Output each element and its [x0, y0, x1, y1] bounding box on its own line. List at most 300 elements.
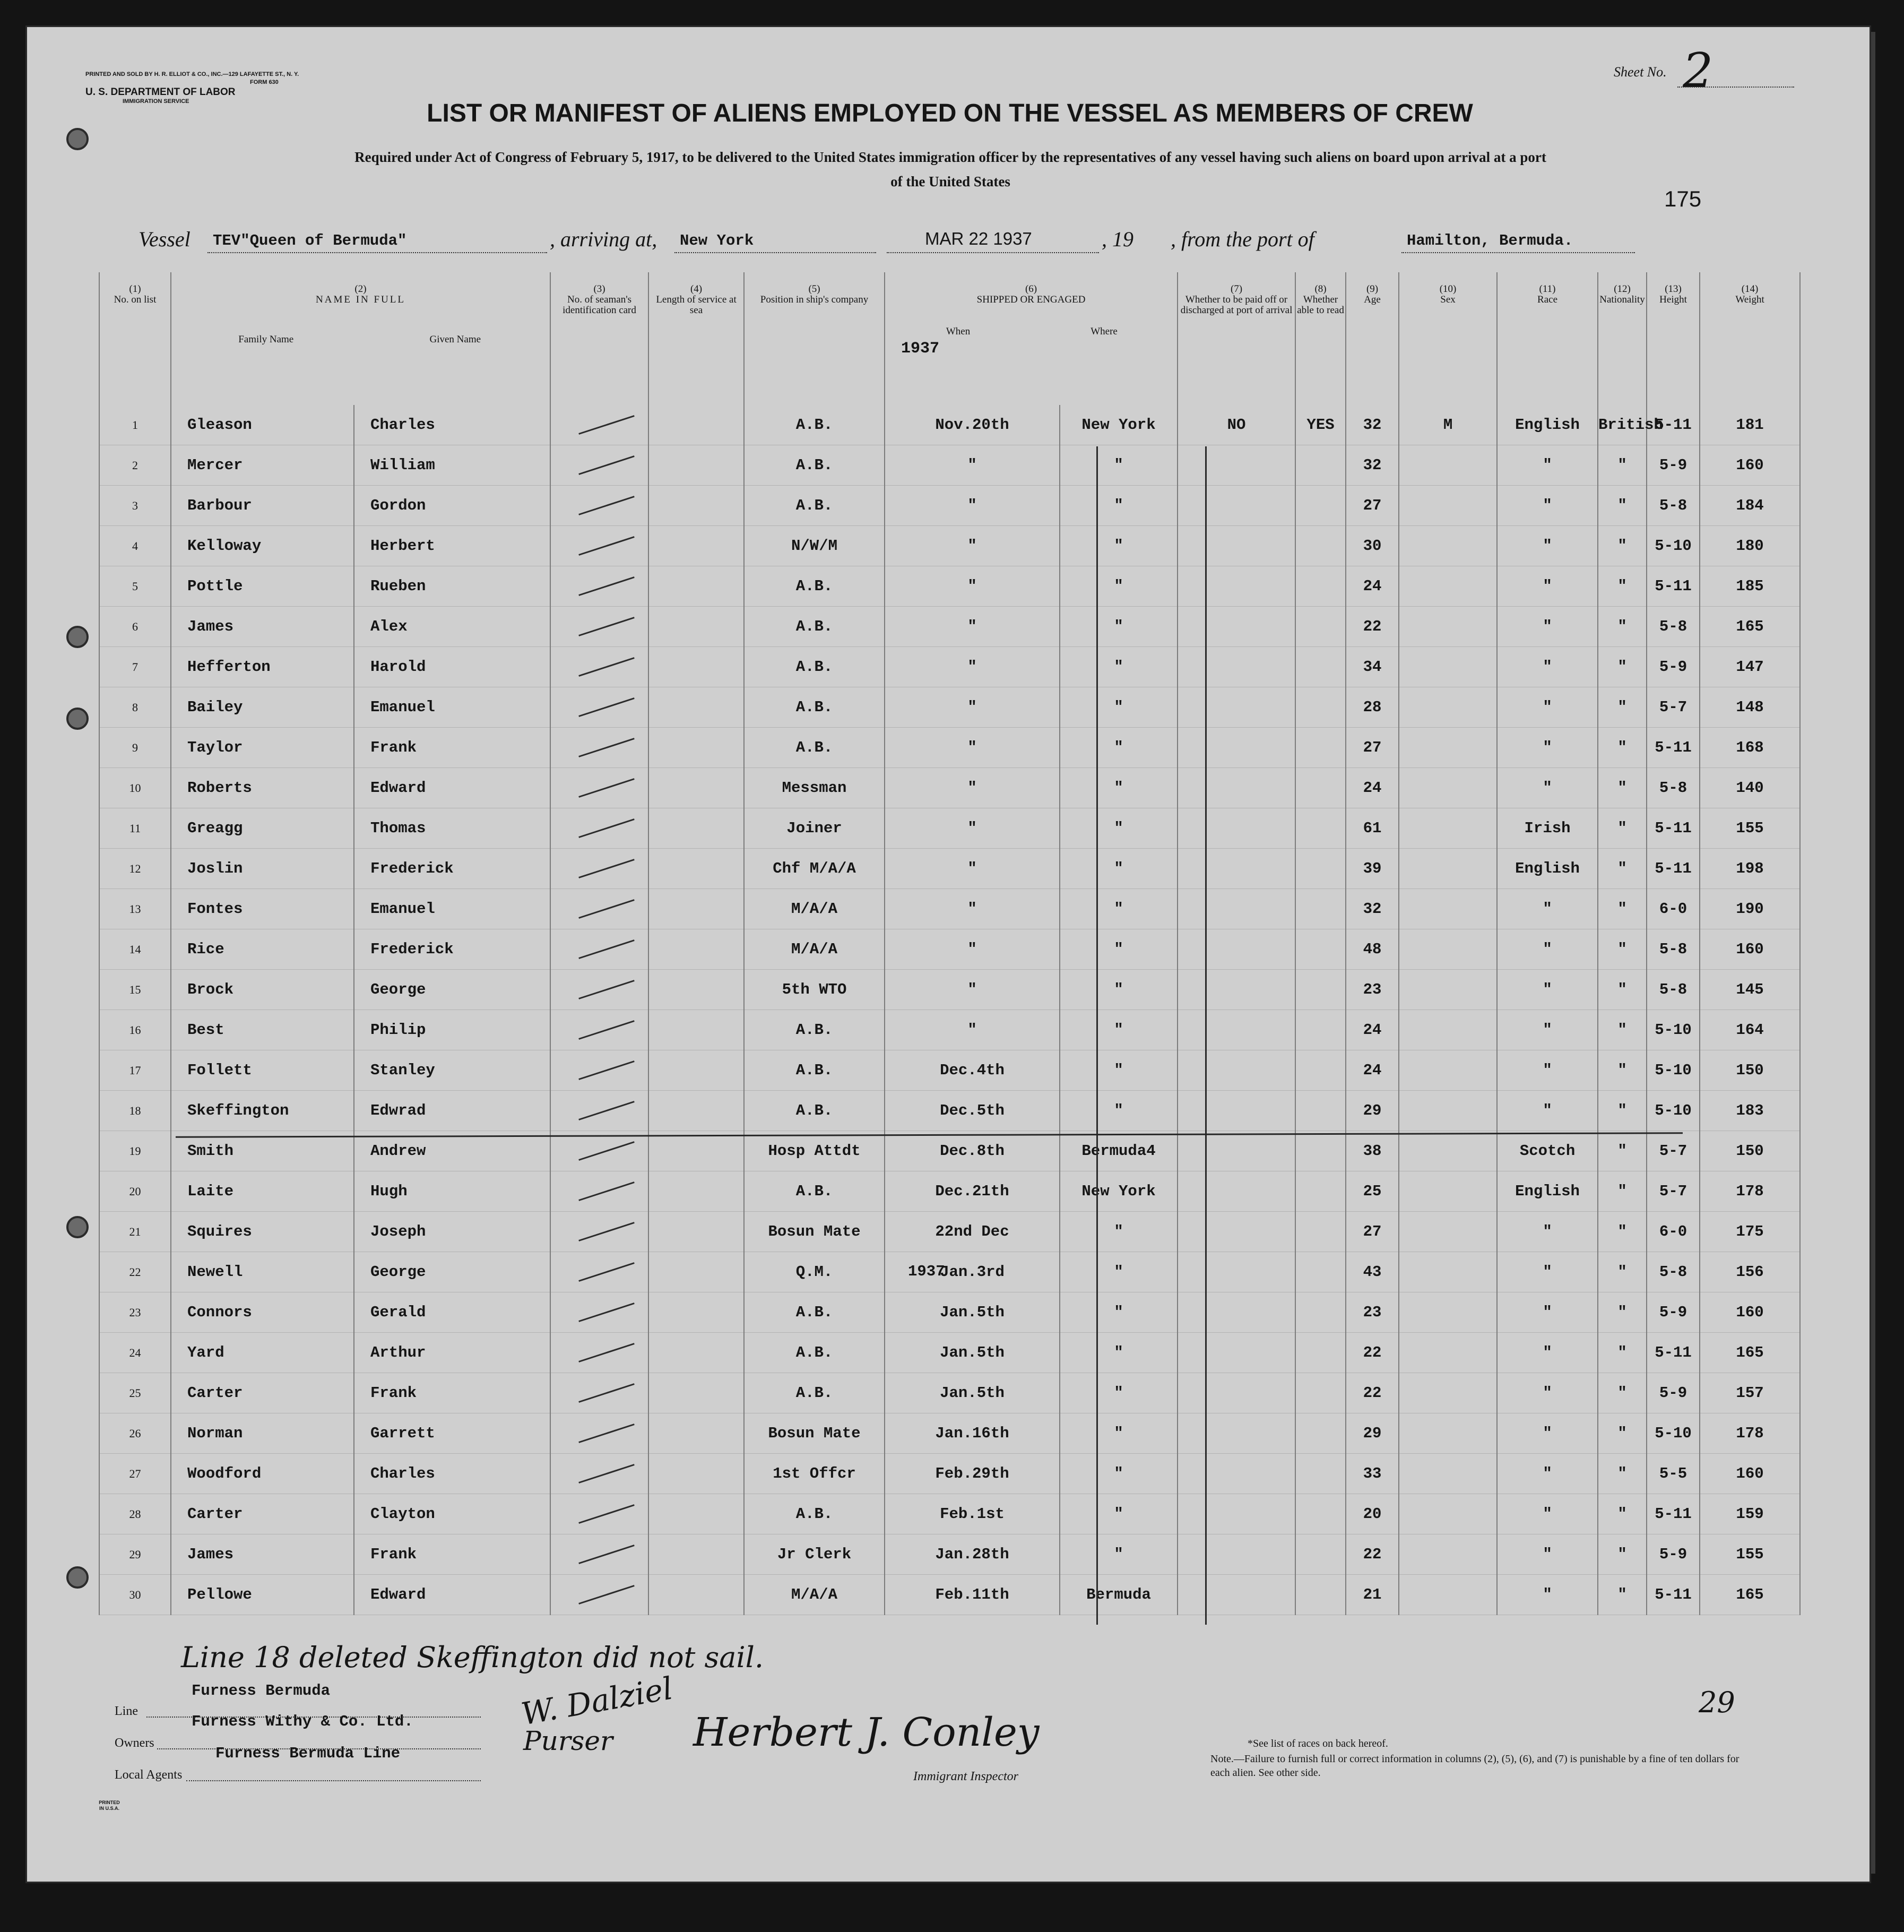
header-nationality: (12) Nationality: [1598, 272, 1647, 405]
position: A.B.: [744, 445, 885, 486]
shipped-when: Feb.29th: [885, 1454, 1060, 1494]
race: Irish: [1497, 808, 1598, 849]
shipped-when: ": [885, 566, 1060, 607]
family-name: Kelloway: [171, 526, 354, 566]
row-number: 28: [99, 1494, 171, 1534]
family-name: Norman: [171, 1413, 354, 1454]
shipped-when: Dec.8th: [885, 1131, 1060, 1171]
family-name: Greagg: [171, 808, 354, 849]
weight: 157: [1700, 1373, 1800, 1413]
family-name: Roberts: [171, 768, 354, 808]
id-card: [550, 970, 648, 1010]
inspector-label: Immigrant Inspector: [913, 1770, 1018, 1783]
id-card: [550, 1212, 648, 1252]
manifest-sheet: [25, 25, 1871, 1883]
header-age: (9) Age: [1346, 272, 1399, 405]
id-card-dash-mark: [578, 1101, 635, 1120]
height: 5-8: [1647, 768, 1700, 808]
service-length: [648, 1010, 744, 1050]
position: Q.M.: [744, 1252, 885, 1292]
position: A.B.: [744, 687, 885, 728]
crew-row: [99, 486, 1800, 526]
owners-value: Furness Withy & Co. Ltd.: [192, 1713, 413, 1730]
id-card: [550, 728, 648, 768]
able-to-read: [1295, 808, 1346, 849]
given-name: Charles: [354, 405, 550, 445]
shipped-when: ": [885, 607, 1060, 647]
weight: 190: [1700, 889, 1800, 929]
sex: [1399, 1454, 1497, 1494]
shipped-where: ": [1060, 687, 1178, 728]
position: Jr Clerk: [744, 1534, 885, 1575]
position: A.B.: [744, 1494, 885, 1534]
header-no-on-list: (1) No. on list: [99, 272, 171, 405]
age: 24: [1346, 566, 1399, 607]
id-card-dash-mark: [578, 1424, 635, 1443]
weight: 198: [1700, 849, 1800, 889]
nationality: ": [1598, 566, 1647, 607]
height: 5-9: [1647, 1373, 1700, 1413]
race: ": [1497, 566, 1598, 607]
paid-off: [1178, 808, 1295, 849]
crew-row: [99, 1171, 1800, 1212]
header-race: (11) Race: [1497, 272, 1598, 405]
height: 5-10: [1647, 1413, 1700, 1454]
shipped-where: ": [1060, 1534, 1178, 1575]
crew-row: [99, 566, 1800, 607]
able-to-read: [1295, 768, 1346, 808]
service-length: [648, 1252, 744, 1292]
able-to-read: [1295, 728, 1346, 768]
crew-row: [99, 687, 1800, 728]
given-name: Hugh: [354, 1171, 550, 1212]
shipped-where: ": [1060, 1212, 1178, 1252]
able-to-read: [1295, 445, 1346, 486]
shipped-where: ": [1060, 1494, 1178, 1534]
document-title: LIST OR MANIFEST OF ALIENS EMPLOYED ON THE VESSEL AS MEMBERS OF CREW: [427, 99, 1473, 127]
weight: 160: [1700, 1454, 1800, 1494]
position: A.B.: [744, 1333, 885, 1373]
crew-row: [99, 849, 1800, 889]
from-port-line: [1401, 252, 1635, 253]
binder-hole: [66, 626, 89, 648]
weight: 164: [1700, 1010, 1800, 1050]
row-number: 22: [99, 1252, 171, 1292]
shipped-when: ": [885, 526, 1060, 566]
sex: [1399, 1252, 1497, 1292]
vessel-name: TEV"Queen of Bermuda": [213, 232, 407, 249]
sex: [1399, 1494, 1497, 1534]
paid-off: [1178, 1292, 1295, 1333]
crew-row: [99, 1534, 1800, 1575]
document-subtitle-2: of the United States: [890, 174, 1010, 189]
age: 48: [1346, 929, 1399, 970]
position: Hosp Attdt: [744, 1131, 885, 1171]
race: ": [1497, 1373, 1598, 1413]
owners-label: Owners: [115, 1736, 154, 1750]
height: 5-10: [1647, 526, 1700, 566]
weight: 160: [1700, 929, 1800, 970]
binder-hole: [66, 1216, 89, 1238]
nationality: ": [1598, 808, 1647, 849]
family-name: Pellowe: [171, 1575, 354, 1615]
shipped-where: ": [1060, 970, 1178, 1010]
nationality: ": [1598, 1333, 1647, 1373]
height: 5-11: [1647, 1575, 1700, 1615]
service-length: [648, 970, 744, 1010]
id-card-dash-mark: [578, 1545, 635, 1564]
service-length: [648, 687, 744, 728]
shipped-when: Feb.11th: [885, 1575, 1060, 1615]
shipped-when: Jan.3rd: [885, 1252, 1060, 1292]
shipped-where: ": [1060, 1333, 1178, 1373]
nationality: ": [1598, 1212, 1647, 1252]
department-name: U. S. DEPARTMENT OF LABOR: [85, 87, 236, 98]
sex: [1399, 728, 1497, 768]
family-name: Pottle: [171, 566, 354, 607]
position: 5th WTO: [744, 970, 885, 1010]
paid-off: [1178, 607, 1295, 647]
able-to-read: [1295, 1292, 1346, 1333]
position: A.B.: [744, 1171, 885, 1212]
id-card: [550, 1413, 648, 1454]
line-label: Line: [115, 1704, 138, 1718]
age: 28: [1346, 687, 1399, 728]
service-length: [648, 1292, 744, 1333]
age: 25: [1346, 1171, 1399, 1212]
row-number: 2: [99, 445, 171, 486]
id-card: [550, 889, 648, 929]
service-length: [648, 486, 744, 526]
height: 5-9: [1647, 647, 1700, 687]
paid-off: [1178, 768, 1295, 808]
header-id-card: (3) No. of seaman's identification card: [550, 272, 648, 405]
paid-off: [1178, 1010, 1295, 1050]
sex: [1399, 1212, 1497, 1252]
id-card-dash-mark: [578, 818, 635, 838]
able-to-read: [1295, 486, 1346, 526]
paid-off: [1178, 566, 1295, 607]
family-name: Barbour: [171, 486, 354, 526]
crew-row: [99, 1212, 1800, 1252]
id-card: [550, 1454, 648, 1494]
sex: [1399, 445, 1497, 486]
paid-off: [1178, 1575, 1295, 1615]
nationality: ": [1598, 1292, 1647, 1333]
service-length: [648, 1373, 744, 1413]
able-to-read: [1295, 1091, 1346, 1131]
service-length: [648, 1575, 744, 1615]
page-stack-edge: [1871, 32, 1875, 1874]
header-height: (13) Height: [1647, 272, 1700, 405]
weight: 147: [1700, 647, 1800, 687]
height: 5-11: [1647, 1333, 1700, 1373]
position: M/A/A: [744, 929, 885, 970]
id-card-dash-mark: [578, 939, 635, 959]
position: A.B.: [744, 1373, 885, 1413]
height: 5-11: [1647, 808, 1700, 849]
service-length: [648, 445, 744, 486]
family-name: Yard: [171, 1333, 354, 1373]
id-card: [550, 929, 648, 970]
family-name: Brock: [171, 970, 354, 1010]
race: English: [1497, 849, 1598, 889]
header-name-in-full: (2) NAME IN FULL Family Name Given Name: [171, 272, 550, 405]
position: Messman: [744, 768, 885, 808]
race: ": [1497, 687, 1598, 728]
nationality: ": [1598, 970, 1647, 1010]
service-length: [648, 849, 744, 889]
sex: [1399, 1010, 1497, 1050]
paid-off: [1178, 970, 1295, 1010]
row-number: 4: [99, 526, 171, 566]
nationality: ": [1598, 1575, 1647, 1615]
able-to-read: [1295, 849, 1346, 889]
family-name: Squires: [171, 1212, 354, 1252]
row-number: 24: [99, 1333, 171, 1373]
date-line: [887, 252, 1099, 253]
age: 24: [1346, 1010, 1399, 1050]
position: M/A/A: [744, 889, 885, 929]
able-to-read: [1295, 1131, 1346, 1171]
id-card-dash-mark: [578, 496, 635, 515]
position: 1st Offcr: [744, 1454, 885, 1494]
family-name: Woodford: [171, 1454, 354, 1494]
weight: 180: [1700, 526, 1800, 566]
race: ": [1497, 445, 1598, 486]
id-card-dash-mark: [578, 859, 635, 878]
height: 5-8: [1647, 1252, 1700, 1292]
age: 30: [1346, 526, 1399, 566]
height: 5-11: [1647, 849, 1700, 889]
sex: [1399, 687, 1497, 728]
sex: [1399, 1171, 1497, 1212]
service-length: [648, 1171, 744, 1212]
row-number: 23: [99, 1292, 171, 1333]
id-card-dash-mark: [578, 1020, 635, 1040]
age: 29: [1346, 1091, 1399, 1131]
height: 5-8: [1647, 607, 1700, 647]
paid-off: [1178, 486, 1295, 526]
id-card-dash-mark: [578, 576, 635, 596]
age: 61: [1346, 808, 1399, 849]
sex: [1399, 1373, 1497, 1413]
race: ": [1497, 1212, 1598, 1252]
family-name: Joslin: [171, 849, 354, 889]
service-length: [648, 889, 744, 929]
printed-in-mark: PRINTED IN U.S.A.: [99, 1800, 120, 1811]
shipped-when: ": [885, 768, 1060, 808]
weight: 175: [1700, 1212, 1800, 1252]
line-value: Furness Bermuda: [192, 1682, 331, 1700]
header-given-name: Given Name: [429, 334, 481, 345]
id-card: [550, 849, 648, 889]
able-to-read: [1295, 1212, 1346, 1252]
id-card-dash-mark: [578, 536, 635, 556]
purser-title: Purser: [523, 1726, 613, 1756]
row-number: 29: [99, 1534, 171, 1575]
service-length: [648, 647, 744, 687]
family-name: James: [171, 1534, 354, 1575]
given-name: Frank: [354, 1534, 550, 1575]
document-subtitle: Required under Act of Congress of February 5, 1917, to be delivered to the United States immigration officer by the representatives of any vessel having such aliens on board upon arrival at a port: [354, 149, 1546, 165]
sex: [1399, 1091, 1497, 1131]
race: ": [1497, 1534, 1598, 1575]
age: 27: [1346, 728, 1399, 768]
shipped-where: ": [1060, 1292, 1178, 1333]
weight: 181: [1700, 405, 1800, 445]
age: 32: [1346, 405, 1399, 445]
able-to-read: [1295, 1333, 1346, 1373]
row-number: 27: [99, 1454, 171, 1494]
paid-off: [1178, 849, 1295, 889]
shipped-where: ": [1060, 1050, 1178, 1091]
service-length: [648, 929, 744, 970]
crew-row: [99, 1333, 1800, 1373]
sheet-number-line: [1677, 87, 1794, 88]
height: 5-9: [1647, 445, 1700, 486]
nationality: ": [1598, 1534, 1647, 1575]
agents-underline: [186, 1780, 481, 1781]
page-number: 175: [1664, 186, 1702, 211]
nationality: ": [1598, 526, 1647, 566]
paid-off: [1178, 1413, 1295, 1454]
able-to-read: [1295, 1252, 1346, 1292]
id-card: [550, 607, 648, 647]
id-card-dash-mark: [578, 778, 635, 798]
age: 22: [1346, 607, 1399, 647]
age: 22: [1346, 1333, 1399, 1373]
height: 5-9: [1647, 1292, 1700, 1333]
weight: 184: [1700, 486, 1800, 526]
id-card: [550, 1373, 648, 1413]
age: 21: [1346, 1575, 1399, 1615]
shipped-when: ": [885, 1010, 1060, 1050]
nationality: ": [1598, 1010, 1647, 1050]
service-length: [648, 566, 744, 607]
agents-label: Local Agents: [115, 1768, 183, 1782]
family-name: Bailey: [171, 687, 354, 728]
vessel-label: Vessel: [139, 227, 191, 251]
given-name: Edward: [354, 1575, 550, 1615]
family-name: Hefferton: [171, 647, 354, 687]
family-name: Best: [171, 1010, 354, 1050]
arriving-label: , arriving at,: [550, 227, 657, 251]
binder-hole: [66, 128, 89, 150]
position: A.B.: [744, 566, 885, 607]
id-card-dash-mark: [578, 1504, 635, 1524]
able-to-read: [1295, 889, 1346, 929]
shipped-where: ": [1060, 607, 1178, 647]
row-number: 25: [99, 1373, 171, 1413]
age: 34: [1346, 647, 1399, 687]
given-name: Gerald: [354, 1292, 550, 1333]
from-port-label: , from the port of: [1171, 227, 1314, 251]
shipped-where: ": [1060, 1373, 1178, 1413]
form-number: FORM 630: [250, 79, 279, 85]
from-port: Hamilton, Bermuda.: [1407, 232, 1573, 249]
id-card: [550, 1333, 648, 1373]
position: A.B.: [744, 1050, 885, 1091]
position: A.B.: [744, 1091, 885, 1131]
crew-row: [99, 889, 1800, 929]
printer-line: PRINTED AND SOLD BY H. R. ELLIOT & CO., INC.—129 LAFAYETTE ST., N. Y.: [85, 71, 299, 77]
race: ": [1497, 1494, 1598, 1534]
paid-off: [1178, 1252, 1295, 1292]
shipped-where: Bermuda4: [1060, 1131, 1178, 1171]
sex: [1399, 768, 1497, 808]
paid-off: [1178, 1333, 1295, 1373]
shipped-when: ": [885, 970, 1060, 1010]
weight: 178: [1700, 1413, 1800, 1454]
row-number: 11: [99, 808, 171, 849]
shipped-when: Dec.21th: [885, 1171, 1060, 1212]
header-where: Where: [1091, 326, 1118, 337]
id-card-dash-mark: [578, 455, 635, 475]
able-to-read: [1295, 1171, 1346, 1212]
sex: [1399, 1413, 1497, 1454]
year-1937-note: 1937: [901, 340, 940, 358]
position: Bosun Mate: [744, 1413, 885, 1454]
sex: [1399, 849, 1497, 889]
race: ": [1497, 768, 1598, 808]
weight: 156: [1700, 1252, 1800, 1292]
shipped-when: ": [885, 889, 1060, 929]
crew-row: [99, 1292, 1800, 1333]
shipped-where: ": [1060, 849, 1178, 889]
crew-row: [99, 445, 1800, 486]
weight: 150: [1700, 1050, 1800, 1091]
shipped-when: ": [885, 687, 1060, 728]
service-length: [648, 1131, 744, 1171]
age: 23: [1346, 1292, 1399, 1333]
shipped-where: ": [1060, 1010, 1178, 1050]
row-number: 20: [99, 1171, 171, 1212]
shipped-when: ": [885, 929, 1060, 970]
crew-row: [99, 929, 1800, 970]
age: 23: [1346, 970, 1399, 1010]
family-name: Mercer: [171, 445, 354, 486]
nationality: ": [1598, 889, 1647, 929]
race: ": [1497, 728, 1598, 768]
family-name: Carter: [171, 1494, 354, 1534]
race: ": [1497, 970, 1598, 1010]
row-number: 8: [99, 687, 171, 728]
shipped-when: Jan.5th: [885, 1333, 1060, 1373]
crew-row: [99, 1413, 1800, 1454]
crew-row: [99, 1373, 1800, 1413]
service-length: [648, 1534, 744, 1575]
shipped-when: Jan.16th: [885, 1413, 1060, 1454]
header-shipped-engaged: (6) SHIPPED OR ENGAGED When Where 1937: [885, 272, 1178, 405]
row-number: 26: [99, 1413, 171, 1454]
service-length: [648, 1212, 744, 1252]
family-name: Gleason: [171, 405, 354, 445]
height: 5-11: [1647, 728, 1700, 768]
header-when: When: [946, 326, 971, 337]
sex: [1399, 889, 1497, 929]
sex: [1399, 486, 1497, 526]
id-card-dash-mark: [578, 1383, 635, 1403]
given-name: Charles: [354, 1454, 550, 1494]
age: 33: [1346, 1454, 1399, 1494]
race: ": [1497, 607, 1598, 647]
id-card: [550, 1131, 648, 1171]
weight: 155: [1700, 1534, 1800, 1575]
shipped-when: Dec.5th: [885, 1091, 1060, 1131]
family-name: James: [171, 607, 354, 647]
id-card: [550, 526, 648, 566]
